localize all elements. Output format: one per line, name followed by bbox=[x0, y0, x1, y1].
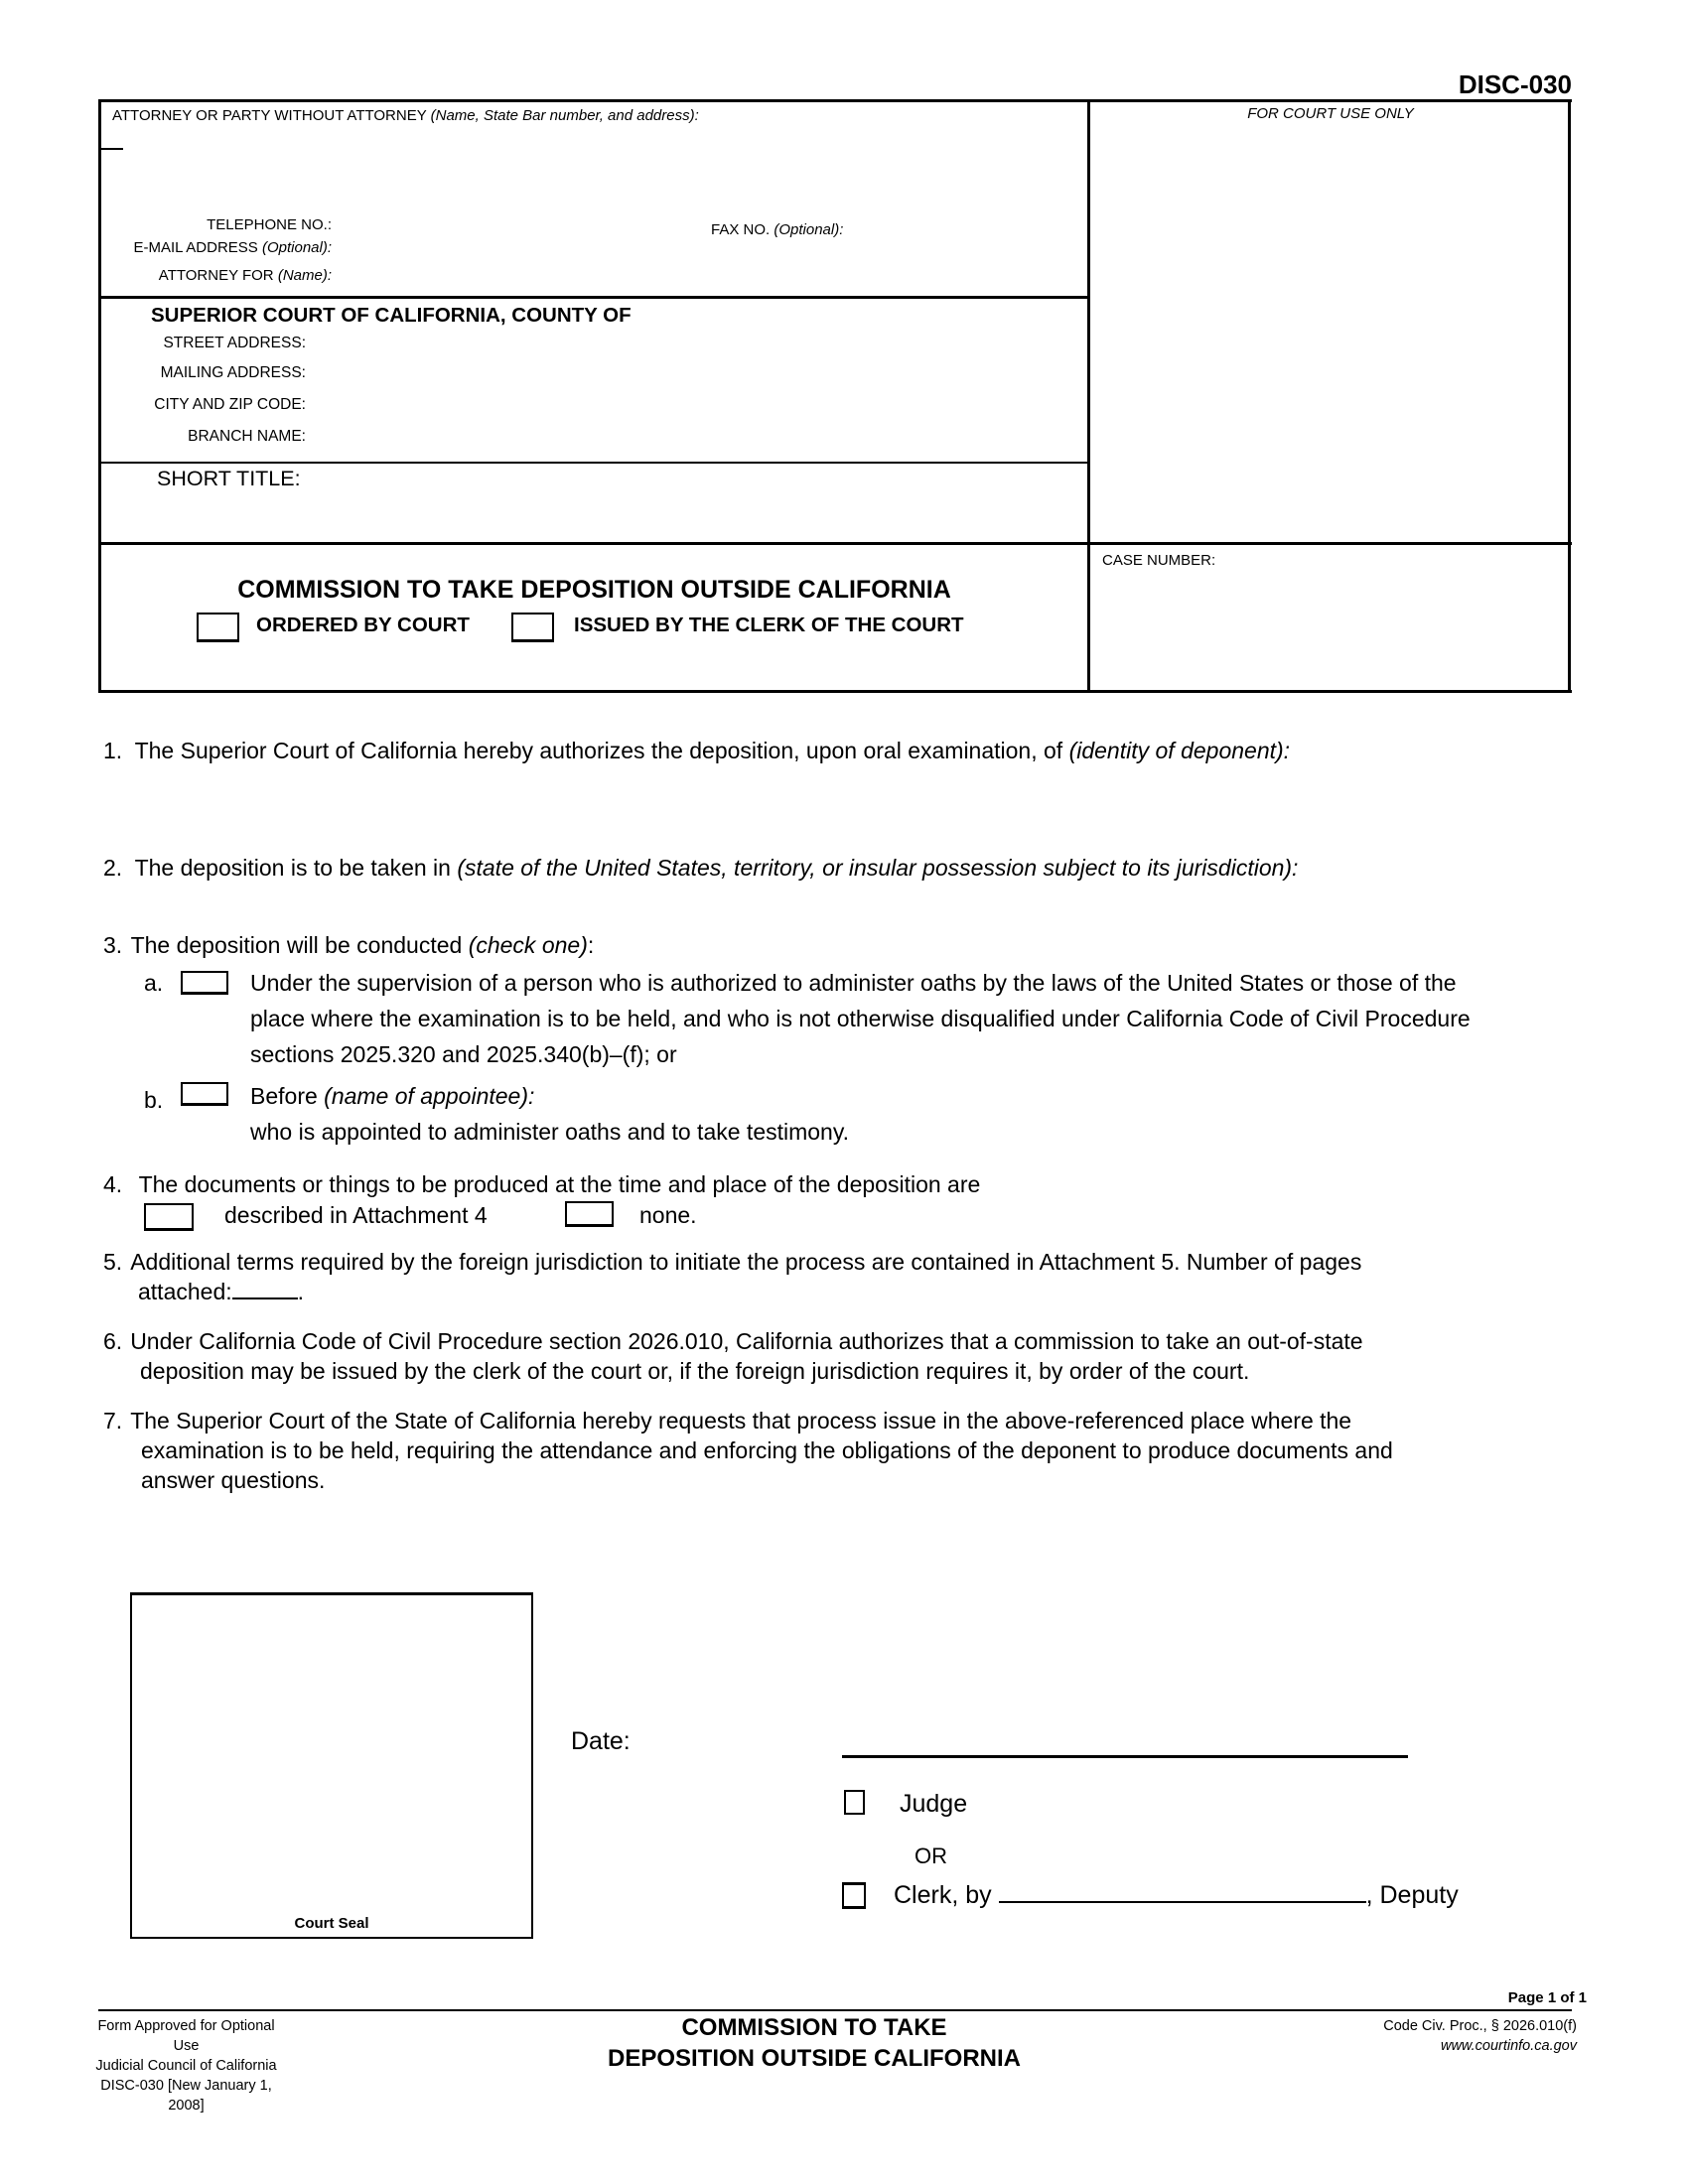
clerk-label: Clerk, by bbox=[894, 1881, 992, 1909]
item-3-colon: : bbox=[587, 932, 595, 958]
email-input[interactable] bbox=[343, 236, 1081, 260]
item-3a-line-3: sections 2025.320 and 2025.340(b)–(f); or bbox=[250, 1041, 677, 1067]
street-address-input[interactable] bbox=[316, 333, 1074, 356]
item-4-text: The documents or things to be produced at the time and place of the deposition are bbox=[138, 1171, 981, 1197]
item-6-line-2: deposition may be issued by the clerk of the court or, if the foreign jurisdiction requires it, by order of the court. bbox=[140, 1358, 1250, 1384]
item-3b-hint: (name of appointee): bbox=[324, 1083, 535, 1109]
deposition-location-input[interactable] bbox=[137, 888, 1571, 930]
county-input[interactable] bbox=[675, 304, 1076, 330]
court-seal-box bbox=[130, 1592, 533, 1939]
item-6-line-1: Under California Code of Civil Procedure section 2026.010, California authorizes that a commission to take an out-of-state bbox=[130, 1328, 1363, 1354]
court-section-border bbox=[98, 296, 1090, 299]
footer-left-line-3: DISC-030 [New January 1, 2008] bbox=[100, 2078, 272, 2114]
short-title-border bbox=[98, 462, 1090, 464]
case-row-border bbox=[98, 542, 1572, 545]
court-use-only-label: FOR COURT USE ONLY bbox=[1247, 105, 1414, 122]
item-3b-checkbox[interactable] bbox=[181, 1082, 228, 1106]
attachment-4-checkbox[interactable] bbox=[144, 1203, 194, 1231]
form-id: DISC-030 bbox=[1458, 69, 1572, 99]
item-7-line-1: The Superior Court of the State of California hereby requests that process issue in the above-referenced place where the bbox=[130, 1408, 1352, 1433]
appointee-name-input[interactable] bbox=[556, 1082, 1563, 1112]
mailing-address-label: MAILING ADDRESS: bbox=[160, 364, 306, 381]
attorney-label bbox=[112, 107, 699, 124]
item-3b-before: Before bbox=[250, 1083, 325, 1109]
footer-left bbox=[94, 2016, 278, 2116]
attorney-for-label bbox=[99, 267, 332, 284]
judge-checkbox[interactable] bbox=[844, 1790, 865, 1815]
item-7 bbox=[103, 1406, 1393, 1495]
item-1-hint: (identity of deponent): bbox=[1068, 738, 1291, 763]
street-address-label: STREET ADDRESS: bbox=[163, 335, 306, 351]
item-5 bbox=[103, 1247, 1361, 1306]
item-5-line-2: attached: bbox=[138, 1279, 232, 1304]
caption-center-divider bbox=[1087, 99, 1090, 693]
date-input[interactable] bbox=[645, 1727, 828, 1759]
fax-label-hint: (Optional): bbox=[774, 221, 844, 238]
item-1-text: The Superior Court of California hereby authorizes the deposition, upon oral examination, of bbox=[134, 738, 1069, 763]
page-number: Page 1 of 1 bbox=[1507, 1989, 1587, 2006]
item-3a-letter: a. bbox=[144, 970, 164, 996]
item-7-line-3: answer questions. bbox=[141, 1467, 326, 1493]
item-2-text: The deposition is to be taken in bbox=[134, 855, 458, 881]
footer-title bbox=[536, 2012, 1092, 2074]
branch-name-label: BRANCH NAME: bbox=[188, 428, 306, 445]
item-2 bbox=[103, 850, 1298, 886]
item-3b-letter: b. bbox=[144, 1087, 164, 1113]
item-3a-line-2: place where the examination is to be held, and who is not otherwise disqualified under California Code of Civil Procedure bbox=[250, 1006, 1471, 1031]
item-7-line-2: examination is to be held, requiring the attendance and enforcing the obligations of the deponent to produce documents and bbox=[141, 1437, 1393, 1463]
item-3-text: The deposition will be conducted bbox=[130, 932, 469, 958]
footer-left-line-2: Judicial Council of California bbox=[95, 2058, 277, 2074]
deputy-label: , Deputy bbox=[1365, 1881, 1459, 1909]
signature-line[interactable] bbox=[842, 1755, 1408, 1758]
item-1 bbox=[103, 733, 1290, 768]
branch-name-input[interactable] bbox=[316, 426, 1074, 450]
item-2-hint: (state of the United States, territory, or insular possession subject to its jurisdiction): bbox=[457, 855, 1299, 881]
caption-bottom-border bbox=[98, 690, 1572, 693]
document-title: COMMISSION TO TAKE DEPOSITION OUTSIDE CALIFORNIA bbox=[237, 576, 951, 604]
attorney-for-label-hint: (Name): bbox=[277, 267, 332, 284]
short-title-label: SHORT TITLE: bbox=[157, 467, 301, 490]
footer-website-link[interactable]: www.courtinfo.ca.gov bbox=[1440, 2038, 1577, 2054]
footer-title-line-1: COMMISSION TO TAKE bbox=[681, 2014, 947, 2041]
attorney-name-address-input[interactable] bbox=[129, 129, 1076, 210]
issued-by-clerk-label: ISSUED BY THE CLERK OF THE COURT bbox=[574, 614, 964, 636]
attachment-4-label: described in Attachment 4 bbox=[224, 1202, 488, 1228]
short-title-input[interactable] bbox=[316, 467, 1074, 534]
case-number-input[interactable] bbox=[1102, 576, 1563, 677]
or-label: OR bbox=[914, 1843, 947, 1868]
deputy-name-blank[interactable] bbox=[999, 1879, 1366, 1903]
item-1-number: 1. bbox=[103, 738, 123, 763]
fax-label-text: FAX NO. bbox=[711, 221, 771, 238]
email-label-text: E-MAIL ADDRESS bbox=[133, 239, 258, 256]
item-2-number: 2. bbox=[103, 855, 123, 881]
item-3a-checkbox[interactable] bbox=[181, 971, 228, 995]
none-label: none. bbox=[639, 1202, 697, 1228]
telephone-label: TELEPHONE NO.: bbox=[207, 216, 332, 233]
issued-by-clerk-checkbox[interactable] bbox=[511, 613, 554, 642]
judge-label: Judge bbox=[900, 1790, 968, 1818]
item-3-number: 3. bbox=[103, 932, 123, 958]
footer-code-citation: Code Civ. Proc., § 2026.010(f) bbox=[1383, 2018, 1577, 2034]
attorney-tick-mark bbox=[98, 148, 123, 150]
footer-left-line-1: Form Approved for Optional Use bbox=[97, 2018, 275, 2054]
attorney-for-input[interactable] bbox=[343, 264, 1081, 288]
item-7-number: 7. bbox=[103, 1408, 123, 1433]
footer-title-line-2: DEPOSITION OUTSIDE CALIFORNIA bbox=[607, 2045, 1021, 2072]
caption-top-border bbox=[98, 99, 1572, 102]
footer-right bbox=[1383, 2016, 1577, 2056]
item-6 bbox=[103, 1326, 1363, 1386]
email-label bbox=[99, 239, 332, 256]
item-6-number: 6. bbox=[103, 1328, 123, 1354]
ordered-by-court-label: ORDERED BY COURT bbox=[256, 614, 470, 636]
court-title: SUPERIOR COURT OF CALIFORNIA, COUNTY OF bbox=[151, 304, 632, 327]
item-4-number: 4. bbox=[103, 1171, 123, 1197]
item-3-hint: (check one) bbox=[468, 932, 588, 958]
date-label: Date: bbox=[571, 1727, 631, 1755]
item-5-period: . bbox=[297, 1279, 305, 1304]
footer-rule bbox=[98, 2009, 1572, 2011]
case-number-label: CASE NUMBER: bbox=[1102, 552, 1216, 569]
clerk-row bbox=[894, 1879, 1459, 1910]
city-zip-input[interactable] bbox=[316, 394, 1074, 418]
mailing-address-input[interactable] bbox=[316, 362, 1074, 386]
ordered-by-court-checkbox[interactable] bbox=[197, 613, 239, 642]
pages-attached-blank[interactable] bbox=[232, 1278, 298, 1299]
item-5-number: 5. bbox=[103, 1249, 123, 1275]
court-seal-label: Court Seal bbox=[294, 1915, 369, 1932]
clerk-checkbox[interactable] bbox=[842, 1882, 866, 1909]
deponent-identity-input[interactable] bbox=[137, 774, 1571, 836]
item-5-line-1: Additional terms required by the foreign jurisdiction to initiate the process are contained in Attachment 5. Number of pages bbox=[130, 1249, 1362, 1275]
caption-right-border bbox=[1568, 99, 1571, 693]
telephone-input[interactable] bbox=[343, 213, 694, 237]
item-3a-text bbox=[250, 965, 1471, 1072]
item-3 bbox=[103, 927, 594, 963]
attorney-label-hint: (Name, State Bar number, and address): bbox=[430, 107, 699, 124]
attorney-for-label-text: ATTORNEY FOR bbox=[158, 267, 274, 284]
item-3a-line-1: Under the supervision of a person who is authorized to administer oaths by the laws of the United States or those of the bbox=[250, 970, 1457, 996]
none-checkbox[interactable] bbox=[565, 1201, 614, 1227]
city-zip-label: CITY AND ZIP CODE: bbox=[154, 396, 306, 413]
item-3b-line-2: who is appointed to administer oaths and to take testimony. bbox=[250, 1119, 850, 1145]
email-label-hint: (Optional): bbox=[261, 239, 332, 256]
attorney-label-text: ATTORNEY OR PARTY WITHOUT ATTORNEY bbox=[112, 107, 427, 124]
